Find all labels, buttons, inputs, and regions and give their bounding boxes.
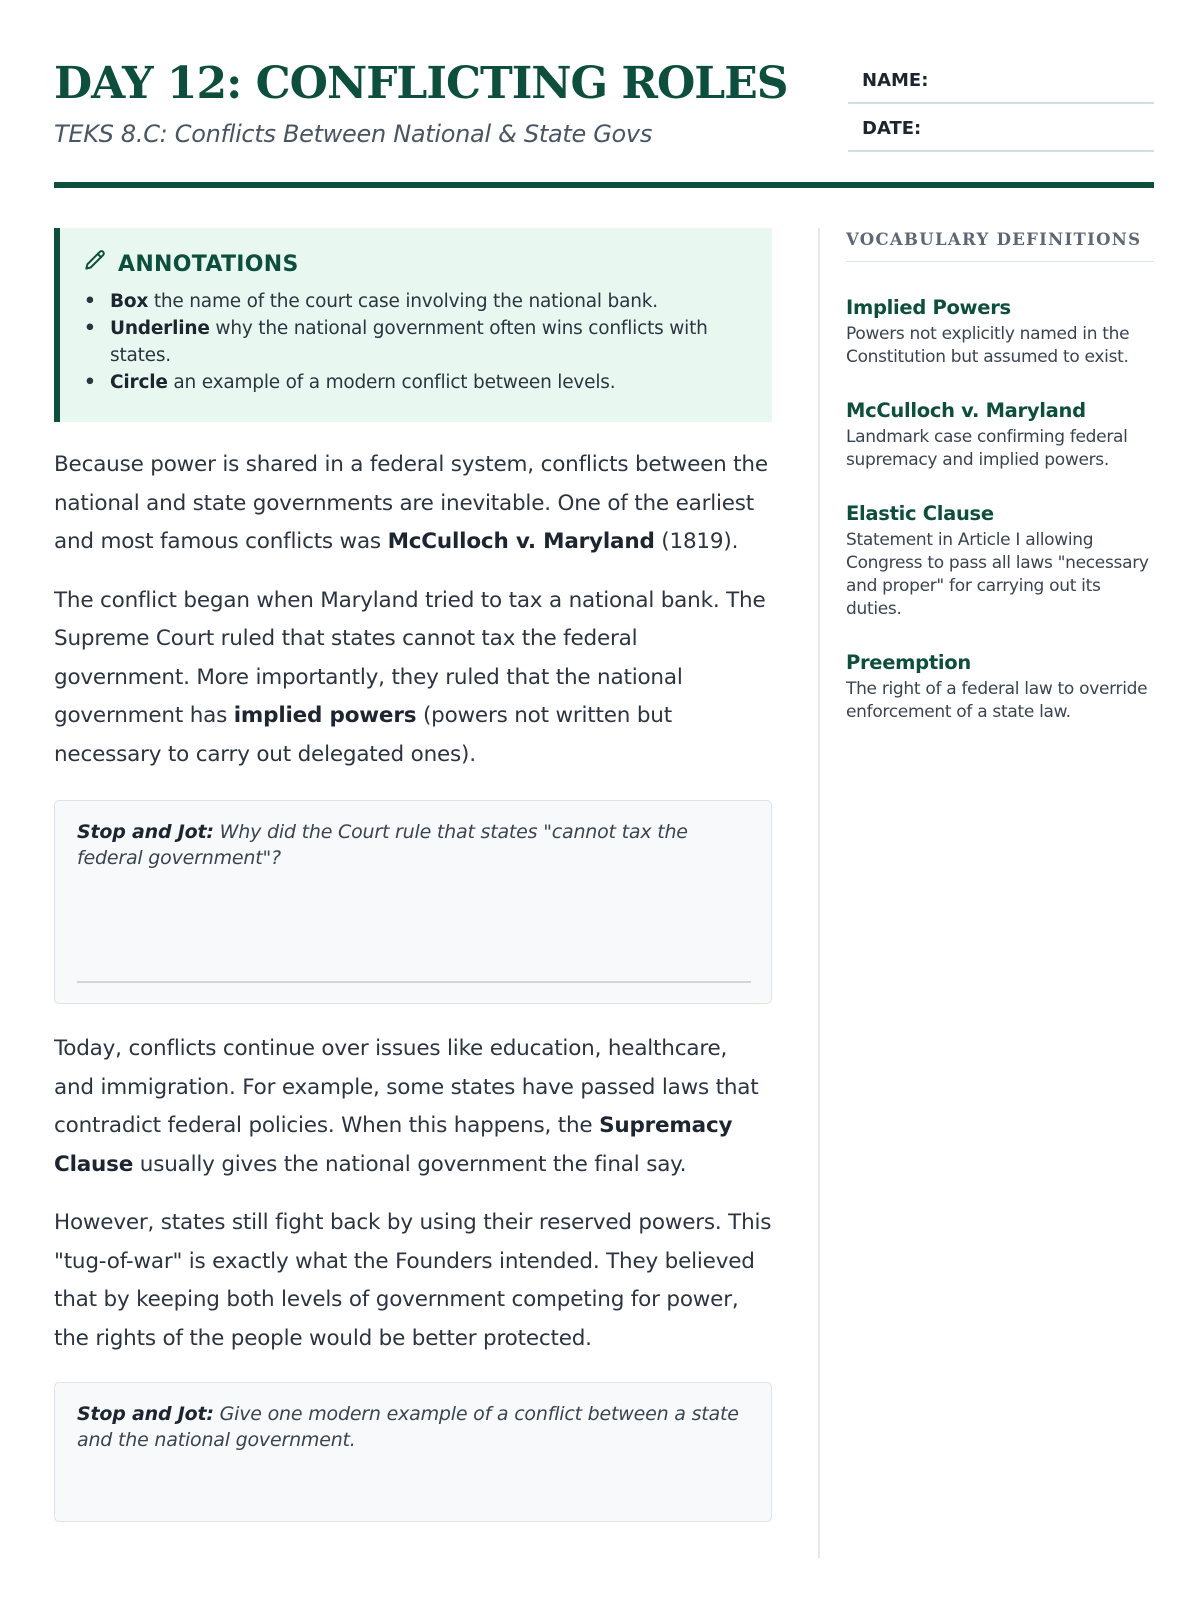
date-field[interactable]: [848, 106, 1154, 152]
jot-prompt: Why did the Court rule that states "cannot tax the federal government"?: [77, 821, 688, 869]
stop-and-jot-box-2[interactable]: [54, 1382, 772, 1522]
term-definition: Landmark case confirming federal supremacy and implied powers.: [846, 427, 1128, 470]
worksheet-header: [54, 58, 1154, 188]
term-definition: The right of a federal law to override enforcement of a state law.: [846, 679, 1148, 722]
reading-paragraph-3: Today, conflicts continue over issues like education, healthcare, and immigration. For example, some states have passed laws that contradict federal policies. When this happens, the Supremacy Clause usually gives the national government the final say.: [54, 1036, 759, 1177]
list-item: • Circle an example of a modern conflict between levels.: [84, 372, 616, 393]
jot-label: Stop and Jot:: [77, 1403, 214, 1425]
reading-paragraph-2: The conflict began when Maryland tried to tax a national bank. The Supreme Court ruled that states cannot tax the federal government. More importantly, they ruled that the national government has implied powers (powers not written but necessary to carry out delegated ones).: [54, 587, 766, 767]
date-label: DATE:: [862, 118, 922, 139]
header-divider: [54, 182, 1154, 188]
annotations-heading: [82, 248, 746, 280]
reading-paragraph-1: Because power is shared in a federal system, conflicts between the national and state governments are inevitable. One of the earliest and most famous conflicts was McCulloch v. Maryland (1819).: [54, 452, 768, 554]
list-item: • Underline why the national government often wins conflicts with states.: [84, 318, 708, 366]
vocab-term: [846, 651, 1154, 724]
worksheet-page: [54, 0, 1154, 1600]
term-definition: Statement in Article I allowing Congress to pass all laws "necessary and proper" for carrying out its duties.: [846, 530, 1149, 619]
reading-column: [54, 228, 772, 1558]
pencil-icon: [82, 248, 108, 280]
answer-line: [77, 981, 751, 983]
jot-prompt: Give one modern example of a conflict between a state and the national government.: [77, 1403, 739, 1451]
vocab-term: [846, 399, 1154, 472]
vocabulary-heading: VOCABULARY DEFINITIONS: [846, 228, 1154, 262]
term-name: Preemption: [846, 651, 971, 674]
vocab-term: [846, 296, 1154, 369]
page-title: DAY 12: CONFLICTING ROLES: [54, 58, 788, 109]
stop-and-jot-box-1[interactable]: [54, 800, 772, 1004]
vocabulary-sidebar: [818, 228, 1154, 1558]
term-name: McCulloch v. Maryland: [846, 399, 1086, 422]
term-name: Elastic Clause: [846, 502, 994, 525]
annotations-title: ANNOTATIONS: [118, 251, 299, 277]
reading-paragraph-4: However, states still fight back by using their reserved powers. This "tug-of-war" is exactly what the Founders intended. They believed that by keeping both levels of government competing for power, the rights of the people would be better protected.: [54, 1210, 772, 1351]
vocab-term: [846, 502, 1154, 621]
annotations-list: [82, 288, 746, 396]
annotations-box: [54, 228, 772, 422]
term-name: Implied Powers: [846, 296, 1011, 319]
name-field[interactable]: [848, 58, 1154, 104]
list-item: • Box the name of the court case involving the national bank.: [84, 291, 658, 312]
term-definition: Powers not explicitly named in the Constitution but assumed to exist.: [846, 324, 1130, 367]
jot-label: Stop and Jot:: [77, 821, 214, 843]
name-label: NAME:: [862, 70, 929, 91]
page-subtitle: TEKS 8.C: Conflicts Between National & State Govs: [54, 120, 653, 148]
